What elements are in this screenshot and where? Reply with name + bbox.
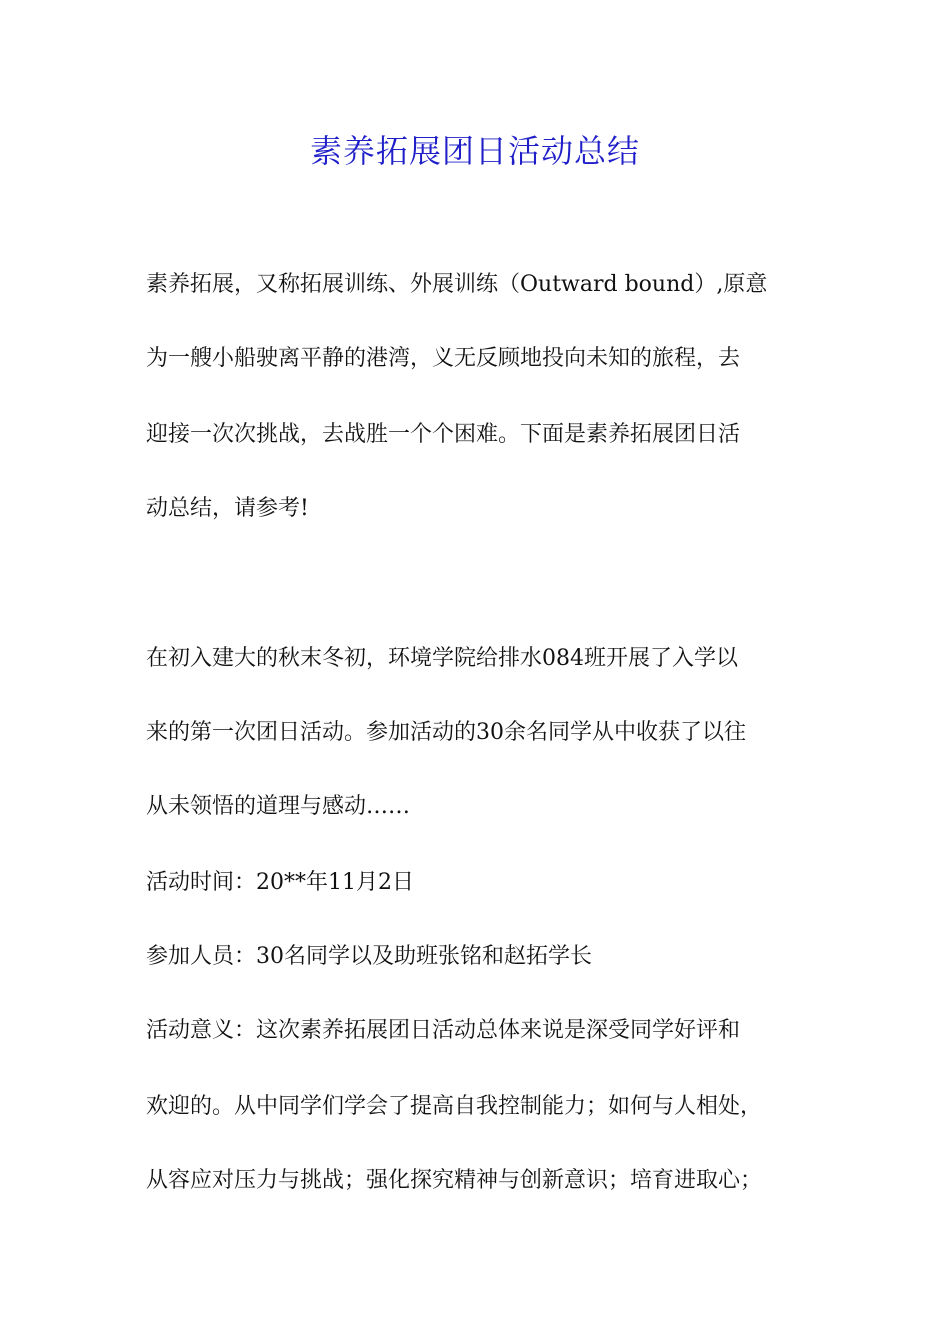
paragraph-line: 素养拓展，又称拓展训练、外展训练（Outward bound）,原意	[146, 272, 768, 297]
paragraph-line: 为一艘小船驶离平静的港湾，义无反顾地投向未知的旅程，去	[146, 346, 741, 371]
paragraph-line: 动总结，请参考!	[146, 496, 309, 521]
paragraph-line: 迎接一次次挑战，去战胜一个个困难。下面是素养拓展团日活	[146, 422, 741, 447]
paragraph-line: 活动意义：这次素养拓展团日活动总体来说是深受同学好评和	[146, 1018, 741, 1043]
paragraph-line: 来的第一次团日活动。参加活动的30余名同学从中收获了以往	[146, 720, 746, 745]
paragraph-line: 欢迎的。从中同学们学会了提高自我控制能力；如何与人相处，	[146, 1094, 763, 1119]
paragraph-line: 在初入建大的秋末冬初，环境学院给排水084班开展了入学以	[146, 646, 738, 671]
activity-time-line: 活动时间：20**年11月2日	[146, 870, 414, 895]
paragraph-line: 从未领悟的道理与感动……	[146, 794, 411, 819]
paragraph-line: 从容应对压力与挑战；强化探究精神与创新意识；培育进取心；	[146, 1168, 763, 1193]
document-title: 素养拓展团日活动总结	[309, 132, 640, 170]
participants-line: 参加人员：30名同学以及助班张铭和赵拓学长	[146, 944, 592, 969]
